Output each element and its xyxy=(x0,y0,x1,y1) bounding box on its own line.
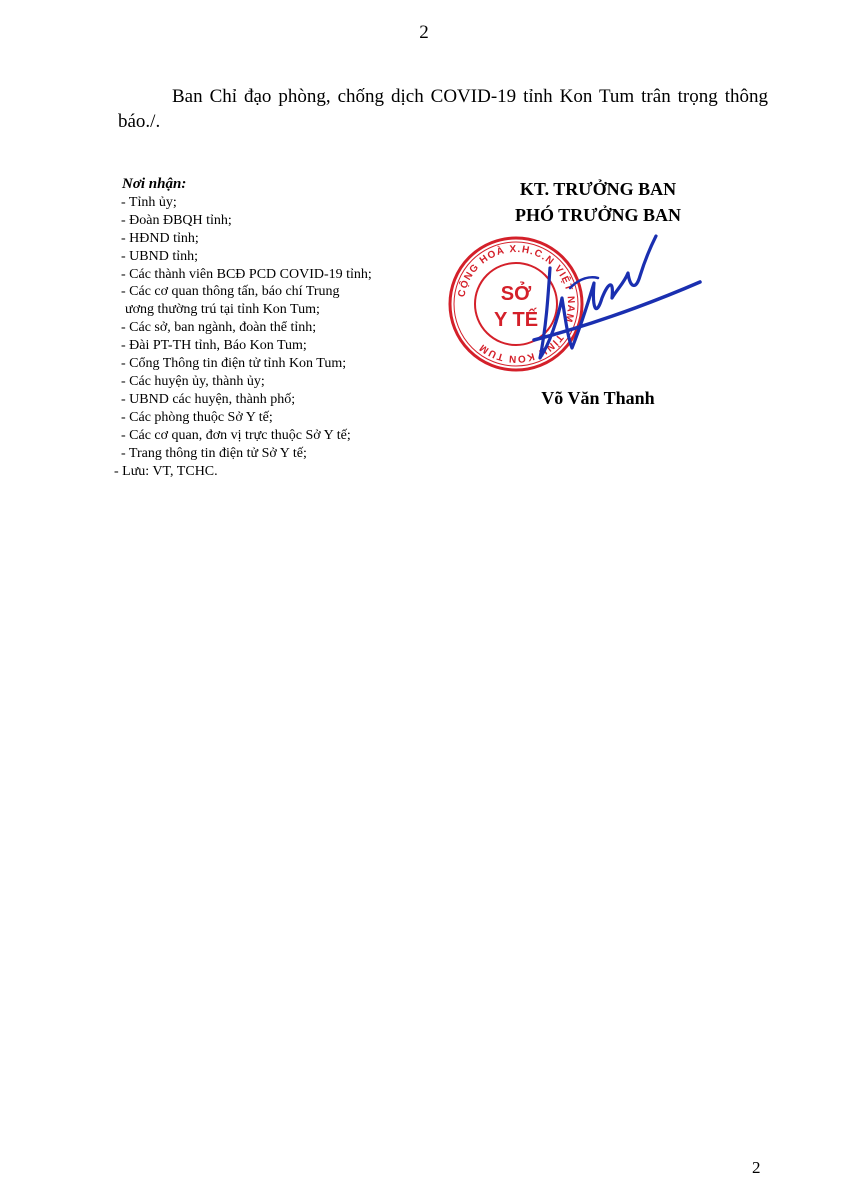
recipient-item: - UBND các huyện, thành phố; xyxy=(121,391,296,407)
recipient-item: - Tỉnh ủy; xyxy=(121,194,177,210)
signer-title-line2: PHÓ TRƯỞNG BAN xyxy=(514,205,681,225)
recipient-item: - Cổng Thông tin điện tử tỉnh Kon Tum; xyxy=(121,356,347,372)
signer-title-line1: KT. TRƯỞNG BAN xyxy=(519,179,677,199)
stamp-center-line1: SỞ xyxy=(500,283,532,305)
recipients-label: Nơi nhận: xyxy=(122,176,187,192)
recipient-item: - Các phòng thuộc Sở Y tế; xyxy=(121,409,273,425)
recipient-item: - Các sở, ban ngành, đoàn thể tỉnh; xyxy=(121,320,317,336)
stamp-ring-text: CỘNG HOÀ X.H.C.N VIỆT NAM * TỈNH KON TUM xyxy=(456,243,577,365)
signer-title xyxy=(458,176,738,228)
recipient-item: - UBND tỉnh; xyxy=(121,248,198,264)
recipient-item: - Các thành viên BCĐ PCD COVID-19 tỉnh; xyxy=(121,266,372,282)
recipient-item: - Trang thông tin điện tử Sở Y tế; xyxy=(121,445,307,461)
recipient-item-archive: - Lưu: VT, TCHC. xyxy=(114,463,218,479)
signer-name: Võ Văn Thanh xyxy=(541,388,655,408)
recipient-item-continuation: ương thường trú tại tỉnh Kon Tum; xyxy=(125,302,320,318)
page-number-top: 2 xyxy=(419,22,429,43)
page-number-bottom: 2 xyxy=(752,1158,761,1177)
handwritten-signature xyxy=(510,228,710,378)
closing-paragraph: Ban Chỉ đạo phòng, chống dịch COVID-19 tỉnh Kon Tum trân trọng thông báo./. xyxy=(118,86,768,132)
recipient-item: - Đoàn ĐBQH tỉnh; xyxy=(121,212,232,228)
recipient-item: - Các cơ quan thông tấn, báo chí Trung xyxy=(121,284,340,300)
recipient-item: - Các cơ quan, đơn vị trực thuộc Sở Y tế; xyxy=(121,427,351,443)
recipient-item: - Các huyện ủy, thành ủy; xyxy=(121,373,265,389)
stamp-center-line2: Y TẾ xyxy=(493,309,539,331)
recipients-block xyxy=(114,176,448,480)
recipient-item: - HĐND tỉnh; xyxy=(121,230,199,246)
recipient-item: - Đài PT-TH tỉnh, Báo Kon Tum; xyxy=(121,338,307,354)
